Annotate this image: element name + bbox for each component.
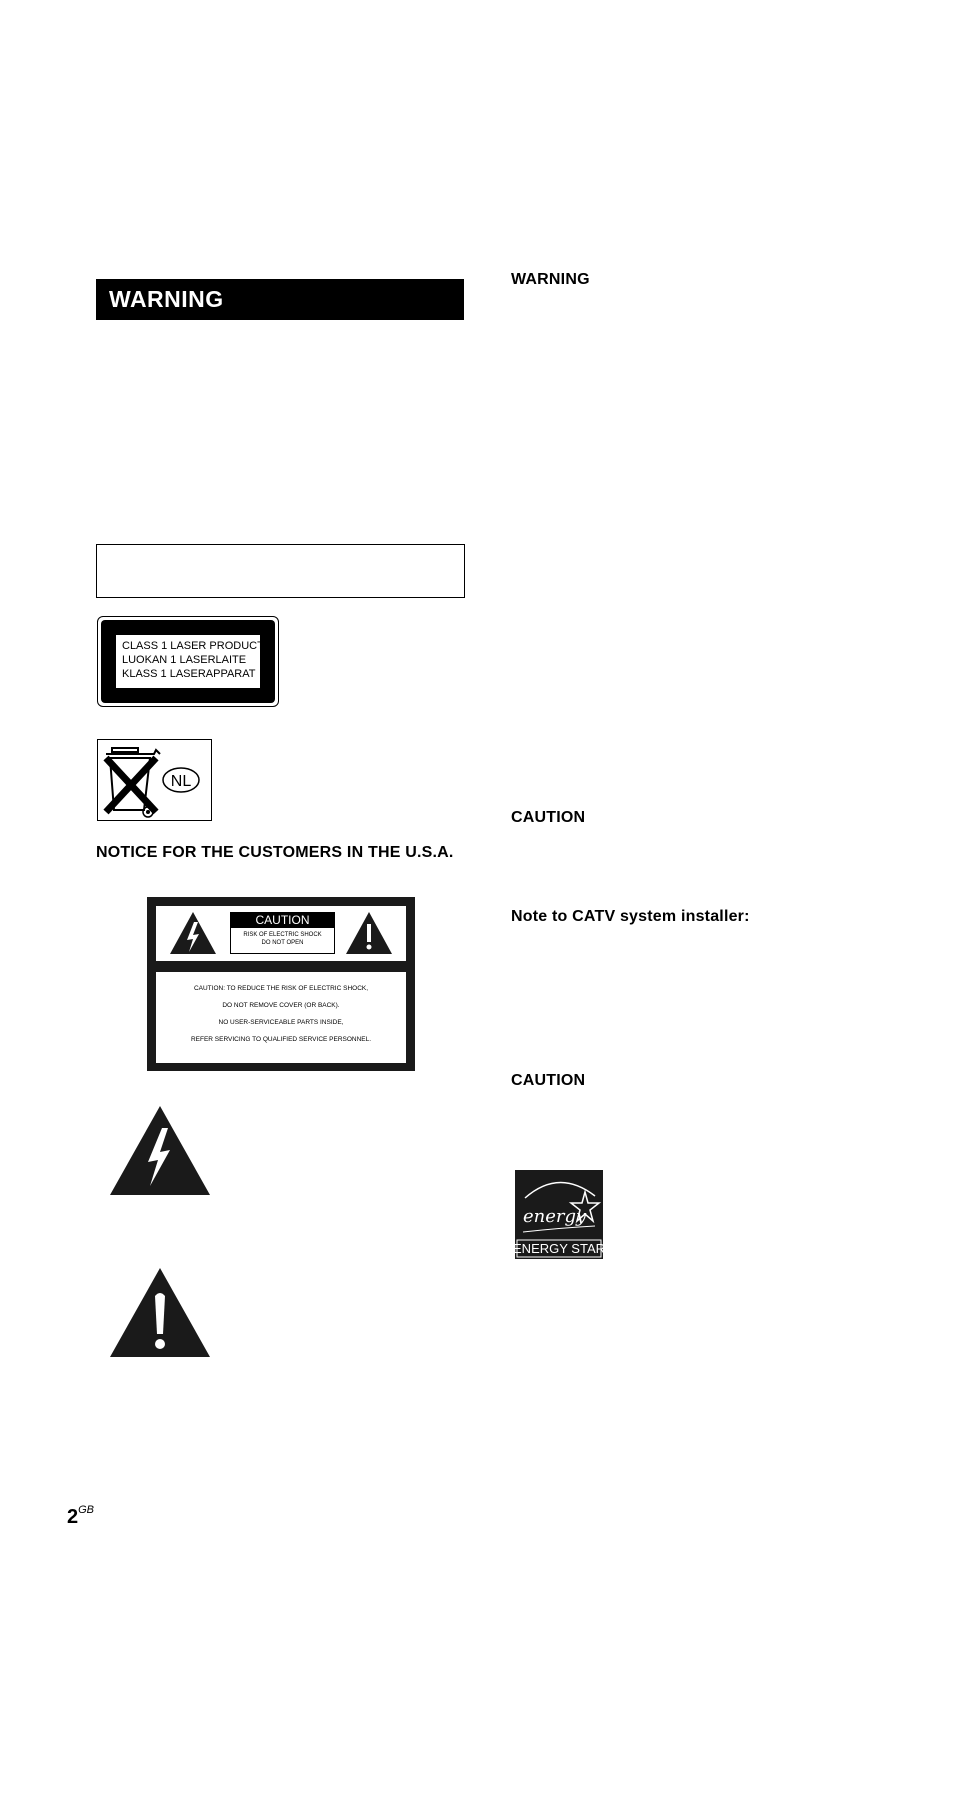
caution-subtitle-1: RISK OF ELECTRIC SHOCK <box>243 932 322 938</box>
caution-heading-1: CAUTION <box>511 809 586 826</box>
laser-line-3: KLASS 1 LASERAPPARAT <box>122 668 256 680</box>
caution-title: CAUTION <box>231 913 334 928</box>
laser-product-label <box>97 616 279 707</box>
catv-heading: Note to CATV system installer: <box>511 908 750 925</box>
warning-banner: WARNING <box>96 279 464 320</box>
crossed-bin-label <box>97 739 212 821</box>
caution-heading-2: CAUTION <box>511 1072 586 1089</box>
lightning-warning-icon <box>168 910 218 956</box>
empty-notice-box <box>96 544 465 598</box>
laser-line-2: LUOKAN 1 LASERLAITE <box>122 654 247 666</box>
caution-line-1: CAUTION: TO REDUCE THE RISK OF ELECTRIC SHOCK, <box>193 985 369 992</box>
crossed-bin-icon <box>98 740 211 820</box>
exclamation-triangle-icon <box>108 1266 212 1359</box>
page-number-suffix: GB <box>78 1504 95 1516</box>
caution-line-4: REFER SERVICING TO QUALIFIED SERVICE PERSONNEL. <box>190 1036 372 1043</box>
caution-caption <box>230 912 335 954</box>
warning-heading: WARNING <box>511 271 590 288</box>
exclamation-warning-icon <box>344 910 394 956</box>
recycle-country: NL <box>170 773 192 790</box>
caution-line-2: DO NOT REMOVE COVER (OR BACK). <box>222 1002 340 1009</box>
energy-star-caption: ENERGY STAR <box>515 1241 603 1256</box>
energy-star-logo <box>515 1170 603 1259</box>
caution-subtitle-2: DO NOT OPEN <box>261 940 304 946</box>
page-number <box>67 1506 94 1529</box>
lightning-bolt-triangle-icon <box>108 1104 212 1197</box>
energy-script: energy <box>523 1206 587 1227</box>
laser-line-1: CLASS 1 LASER PRODUCT <box>122 640 264 652</box>
notice-heading: NOTICE FOR THE CUSTOMERS IN THE U.S.A. <box>96 844 454 861</box>
caution-shock-label <box>147 897 415 1071</box>
caution-line-3: NO USER-SERVICEABLE PARTS INSIDE, <box>218 1019 344 1026</box>
page-number-value: 2 <box>67 1506 79 1528</box>
